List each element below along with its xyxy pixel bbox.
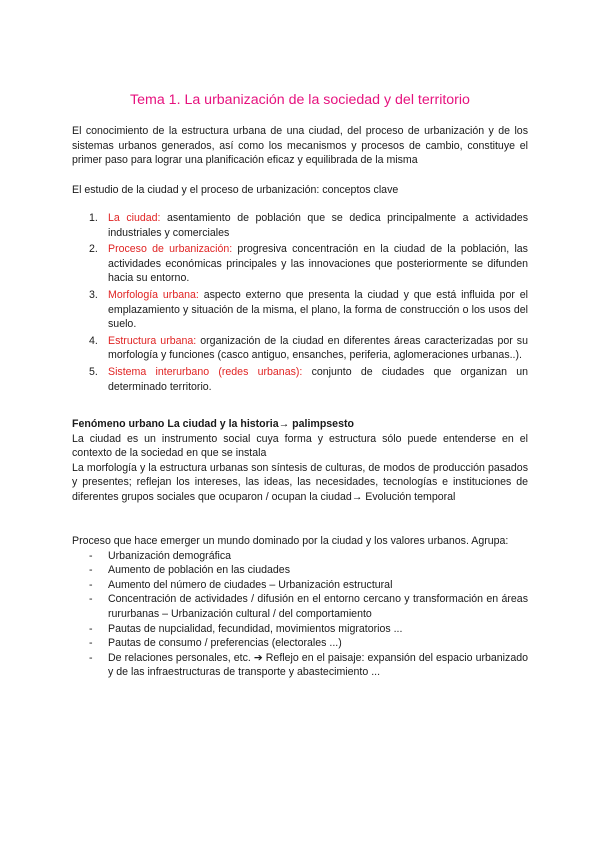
concepts-list-block (72, 211, 528, 396)
process-section (72, 534, 528, 680)
list-item (72, 578, 528, 593)
dash-bullet: - (89, 622, 93, 635)
concept-item (72, 334, 528, 363)
concept-term: Sistema interurbano (redes urbanas): (108, 365, 303, 378)
list-item-text: De relaciones personales, etc. ➔ Reflejo en el paisaje: expansión del espacio urbanizado y de las infraestructuras de transporte y abastecimiento ... (108, 651, 528, 679)
list-item-text: Pautas de nupcialidad, fecundidad, movimientos migratorios ... (108, 622, 403, 635)
concept-term: Estructura urbana: (108, 334, 197, 347)
list-item-text: Urbanización demográfica (108, 549, 232, 562)
concept-number: 2. (89, 243, 98, 256)
page-title: Tema 1. La urbanización de la sociedad y del territorio (130, 92, 470, 108)
list-item (72, 636, 528, 651)
phenomenon-heading: Fenómeno urbano La ciudad y la historia→ palimpsesto (72, 418, 354, 430)
dash-bullet: - (89, 549, 93, 562)
list-item (72, 622, 528, 637)
phenomenon-paragraph-2: La morfología y la estructura urbanas son síntesis de culturas, de modos de producción pasados y presentes; reflejan los intereses, las ideas, las necesidades, tecnologías e instituciones de diferentes grupos sociales que ocuparon / ocupan la ciudad→ Evolución temporal (72, 461, 528, 503)
list-item (72, 549, 528, 564)
concept-text: conjunto de ciudades que organizan un determinado territorio. (108, 365, 528, 393)
concept-text: aspecto externo que presenta la ciudad y que está influida por el emplazamiento y situación de la misma, el plano, la forma de construcción o los usos del suelo. (108, 288, 528, 331)
concept-text: asentamiento de población que se dedica principalmente a actividades industriales y comerciales (108, 212, 528, 239)
dash-bullet: - (89, 637, 93, 650)
dash-bullet: - (89, 578, 93, 591)
phenomenon-section (72, 417, 528, 505)
concept-item (72, 211, 528, 240)
concept-item (72, 242, 528, 286)
concept-term: La ciudad: (108, 212, 161, 224)
concept-term: Proceso de urbanización: (108, 243, 233, 256)
dash-bullet: - (89, 651, 93, 664)
phenomenon-paragraph-1: La ciudad es un instrumento social cuya forma y estructura sólo puede entenderse en el contexto de la sociedad en que se instala (72, 432, 528, 460)
study-heading-block (72, 183, 528, 198)
concept-number: 5. (89, 365, 98, 378)
concept-number: 4. (89, 334, 98, 347)
concept-item (72, 365, 528, 394)
list-item (72, 651, 528, 680)
list-item (72, 563, 528, 578)
dash-bullet: - (89, 593, 93, 606)
list-item-text: Aumento del número de ciudades – Urbanización estructural (108, 578, 393, 591)
concept-item (72, 288, 528, 332)
list-item-text: Concentración de actividades / difusión en el entorno cercano y transformación en áreas rururbanas – Urbanización cultural / del comportamiento (108, 593, 528, 620)
concept-number: 3. (89, 288, 98, 301)
intro-paragraph (72, 124, 528, 168)
concept-text: progresiva concentración en la ciudad de la población, las actividades económicas principales y las innovaciones que posteriormente se difunden hacia su entorno. (108, 243, 528, 285)
list-item-text: Pautas de consumo / preferencias (electorales ...) (108, 637, 342, 650)
concepts-list (72, 211, 528, 394)
study-heading: El estudio de la ciudad y el proceso de urbanización: conceptos clave (72, 184, 399, 196)
concept-term: Morfología urbana: (108, 288, 199, 301)
list-item-text: Aumento de población en las ciudades (108, 564, 290, 577)
list-item (72, 592, 528, 621)
process-intro: Proceso que hace emerger un mundo dominado por la ciudad y los valores urbanos. Agrupa: (72, 535, 509, 547)
dash-bullet: - (89, 564, 93, 577)
process-list (72, 549, 528, 680)
concept-text: organización de la ciudad en diferentes áreas caracterizadas por su morfología y funciones (casco antiguo, ensanches, periferia, aglomeraciones urbanas..). (108, 334, 528, 362)
intro-text: El conocimiento de la estructura urbana de una ciudad, del proceso de urbanización y de los sistemas urbanos generados, así como los mecanismos y procesos de cambio, constituye el primer paso para lograr una planificación eficaz y equilibrada de la misma (72, 125, 528, 167)
concept-number: 1. (89, 212, 98, 224)
